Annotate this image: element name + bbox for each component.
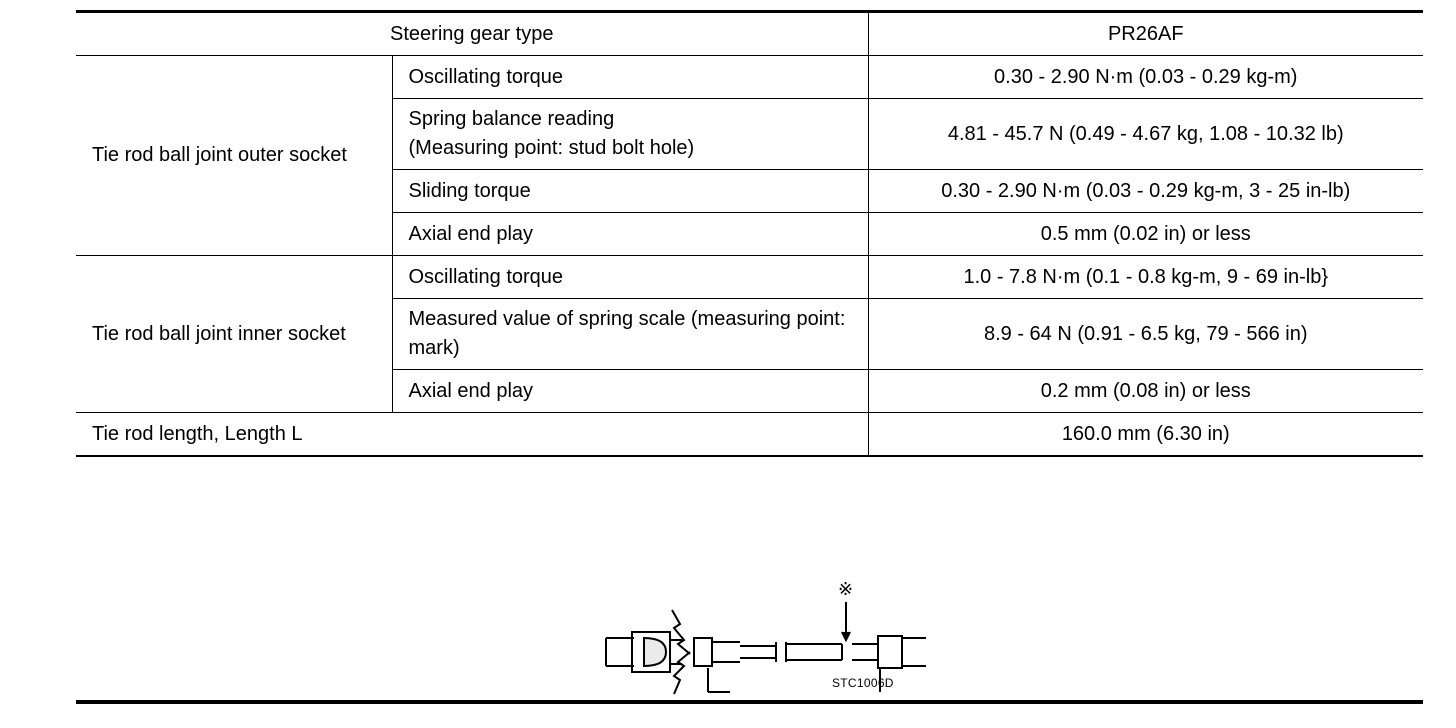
row-item: Measured value of spring scale (measuring point: mark) — [392, 299, 868, 370]
header-label: Steering gear type — [76, 12, 868, 56]
row-value: 0.30 - 2.90 N·m (0.03 - 0.29 kg-m, 3 - 25 in-lb) — [868, 170, 1423, 213]
tie-rod-length-value: 160.0 mm (6.30 in) — [868, 413, 1423, 457]
row-item-line: (Measuring point: stud bolt hole) — [408, 137, 695, 159]
specification-table — [76, 10, 1423, 457]
row-value: 0.30 - 2.90 N·m (0.03 - 0.29 kg-m) — [868, 56, 1423, 99]
table-row — [76, 413, 1423, 457]
row-value: 4.81 - 45.7 N (0.49 - 4.67 kg, 1.08 - 10.32 lb) — [868, 99, 1423, 170]
row-value: 8.9 - 64 N (0.91 - 6.5 kg, 79 - 566 in) — [868, 299, 1423, 370]
row-value: 1.0 - 7.8 N·m (0.1 - 0.8 kg-m, 9 - 69 in-lb} — [868, 256, 1423, 299]
row-value: 0.2 mm (0.08 in) or less — [868, 370, 1423, 413]
table-header-row — [76, 12, 1423, 56]
row-item: Axial end play — [392, 213, 868, 256]
tie-rod-length-label: Tie rod length, Length L — [76, 413, 868, 457]
row-item: Oscillating torque — [392, 256, 868, 299]
row-item-line: Spring balance reading — [408, 108, 615, 130]
header-value: PR26AF — [868, 12, 1423, 56]
row-item — [392, 99, 868, 170]
row-value: 0.5 mm (0.02 in) or less — [868, 213, 1423, 256]
outer-socket-label: Tie rod ball joint outer socket — [76, 56, 392, 256]
table-row — [76, 56, 1423, 99]
row-item: Axial end play — [392, 370, 868, 413]
row-item: Sliding torque — [392, 170, 868, 213]
table-row — [76, 256, 1423, 299]
row-item: Oscillating torque — [392, 56, 868, 99]
inner-socket-label: Tie rod ball joint inner socket — [76, 256, 392, 413]
mark-symbol: ※ — [838, 579, 854, 599]
figure-caption: STC1006D — [832, 676, 894, 690]
bottom-rule — [76, 700, 1423, 704]
